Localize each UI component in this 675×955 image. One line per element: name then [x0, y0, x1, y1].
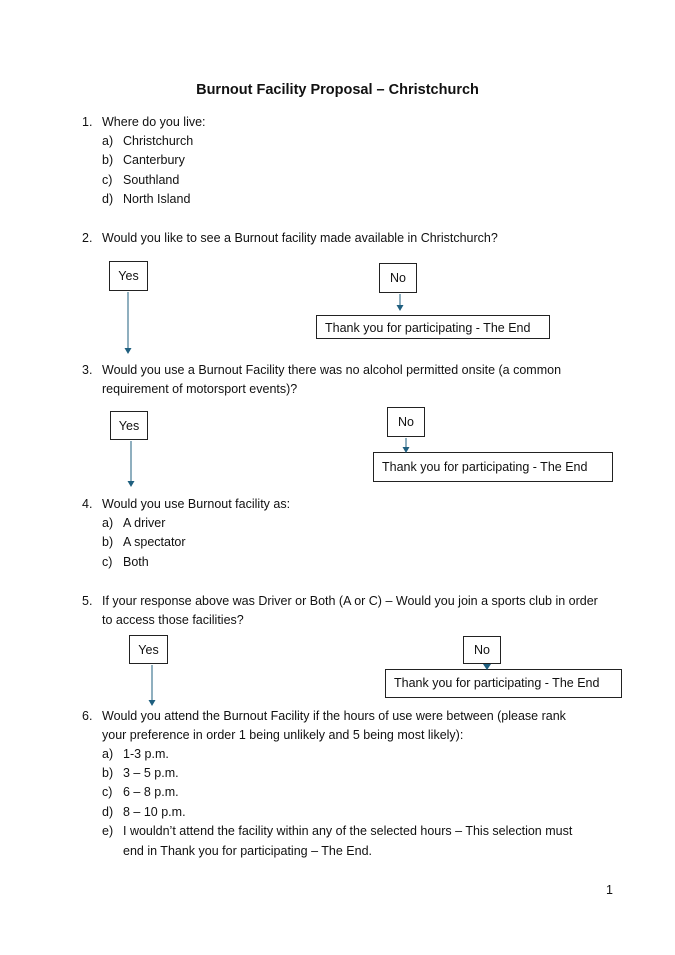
q3-no-box[interactable]: No — [387, 407, 425, 437]
q4-option-c-letter: c) — [102, 555, 113, 569]
q6-text-line1: Would you attend the Burnout Facility if the hours of use were between (please rank — [102, 709, 566, 723]
q1-option-b[interactable]: Canterbury — [123, 153, 185, 167]
q5-no-arrowhead — [483, 664, 491, 670]
q2-yes-arrowhead — [125, 348, 132, 354]
q2-no-box[interactable]: No — [379, 263, 417, 293]
q4-option-b[interactable]: A spectator — [123, 535, 186, 549]
q3-number: 3. — [82, 363, 93, 377]
q3-end-box: Thank you for participating - The End — [373, 452, 613, 482]
q2-no-arrowhead — [397, 305, 404, 311]
q3-yes-arrowhead — [128, 481, 135, 487]
q6-number: 6. — [82, 709, 93, 723]
q4-text: Would you use Burnout facility as: — [102, 497, 291, 511]
q3-no-arrowhead — [403, 447, 410, 453]
q6-option-b[interactable]: 3 – 5 p.m. — [123, 766, 179, 780]
q6-option-b-letter: b) — [102, 766, 114, 780]
q4-number: 4. — [82, 497, 93, 511]
q1-option-b-letter: b) — [102, 153, 114, 167]
q2-end-box: Thank you for participating - The End — [316, 315, 550, 339]
q1-number: 1. — [82, 115, 93, 129]
q1-text: Where do you live: — [102, 115, 206, 129]
q5-no-box[interactable]: No — [463, 636, 501, 664]
q6-option-c[interactable]: 6 – 8 p.m. — [123, 785, 179, 799]
q6-option-e[interactable]: I wouldn’t attend the facility within any of the selected hours – This selection must — [123, 824, 573, 838]
page-title: Burnout Facility Proposal – Christchurch — [196, 82, 479, 98]
q6-text-line2: your preference in order 1 being unlikely and 5 being most likely): — [102, 728, 464, 742]
q6-option-e-line2: end in Thank you for participating – The End. — [123, 844, 373, 858]
q1-option-d[interactable]: North Island — [123, 192, 191, 206]
q4-option-b-letter: b) — [102, 535, 114, 549]
q5-text-line1: If your response above was Driver or Both (A or C) – Would you join a sports club in order — [102, 594, 598, 608]
q1-option-d-letter: d) — [102, 192, 114, 206]
q5-text-line2: to access those facilities? — [102, 613, 244, 627]
q3-text-line2: requirement of motorsport events)? — [102, 382, 298, 396]
q1-option-c[interactable]: Southland — [123, 173, 180, 187]
page-number: 1 — [606, 883, 613, 897]
q4-option-c[interactable]: Both — [123, 555, 149, 569]
q2-yes-box[interactable]: Yes — [109, 261, 148, 291]
q2-number: 2. — [82, 231, 93, 245]
q3-text-line1: Would you use a Burnout Facility there was no alcohol permitted onsite (a common — [102, 363, 562, 377]
q1-option-c-letter: c) — [102, 173, 113, 187]
q3-yes-box[interactable]: Yes — [110, 411, 148, 440]
q6-option-a[interactable]: 1-3 p.m. — [123, 747, 169, 761]
q6-option-a-letter: a) — [102, 747, 114, 761]
q4-option-a[interactable]: A driver — [123, 516, 166, 530]
q5-number: 5. — [82, 594, 93, 608]
q6-option-d[interactable]: 8 – 10 p.m. — [123, 805, 186, 819]
q5-yes-arrowhead — [149, 700, 156, 706]
q6-option-d-letter: d) — [102, 805, 114, 819]
q5-yes-box[interactable]: Yes — [129, 635, 168, 664]
q6-option-c-letter: c) — [102, 785, 113, 799]
q5-end-box: Thank you for participating - The End — [385, 669, 622, 698]
q2-text: Would you like to see a Burnout facility made available in Christchurch? — [102, 231, 498, 245]
q6-option-e-letter: e) — [102, 824, 114, 838]
q4-option-a-letter: a) — [102, 516, 114, 530]
q1-option-a-letter: a) — [102, 134, 114, 148]
q1-option-a[interactable]: Christchurch — [123, 134, 194, 148]
